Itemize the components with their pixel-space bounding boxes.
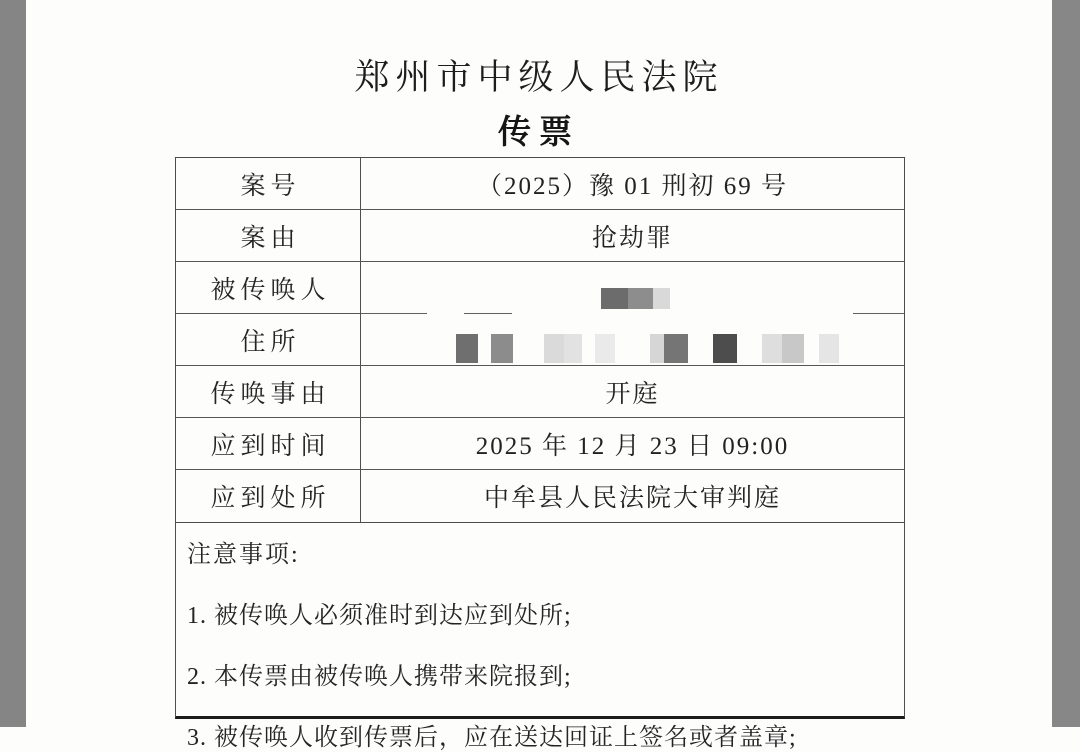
redaction-pixel-block — [628, 288, 653, 309]
table-row-appear-place — [176, 470, 904, 522]
redaction-pixel-block — [544, 334, 564, 363]
cause-value: 抢劫罪 — [591, 224, 673, 252]
note-item-1: 1. 被传唤人必须准时到达应到处所; — [187, 603, 572, 629]
notes-section — [175, 522, 905, 751]
redaction-pixel-block — [564, 334, 582, 363]
redaction-pixel-block — [456, 334, 478, 363]
redaction-pixel-block — [664, 334, 688, 363]
redaction-pixel-block — [595, 334, 615, 363]
appear-place-value: 中牟县人民法院大审判庭 — [483, 485, 781, 512]
row-label: 应到时间 — [176, 418, 361, 469]
table-row-summons-reason — [176, 366, 904, 418]
redacted-address-mosaic — [456, 334, 839, 363]
note-item-2: 2. 本传票由被传唤人携带来院报到; — [187, 664, 572, 690]
table-row-case-number — [176, 158, 904, 210]
row-label: 案号 — [176, 158, 361, 209]
redaction-pixel-block — [782, 334, 804, 363]
summons-reason-value: 开庭 — [605, 380, 660, 408]
table-row-appear-time — [176, 418, 904, 470]
table-row-summoned-person — [176, 262, 904, 314]
redaction-pixel-block — [653, 288, 670, 309]
row-label: 传唤事由 — [176, 366, 361, 417]
document-type-title: 传票 — [498, 115, 580, 151]
appear-time-value: 2025 年 12 月 23 日 09:00 — [475, 432, 790, 460]
redaction-pixel-block — [713, 334, 737, 363]
summons-table — [175, 157, 905, 523]
right-margin-bar — [1052, 0, 1080, 727]
redaction-pixel-block — [819, 334, 839, 363]
redaction-pixel-block — [601, 288, 628, 309]
row-label: 住所 — [176, 314, 361, 365]
redaction-pixel-block — [762, 334, 782, 363]
summons-paper — [26, 0, 1052, 751]
note-item-3: 3. 被传唤人收到传票后，应在送达回证上签名或者盖章; — [187, 725, 797, 751]
row-label: 被传唤人 — [176, 262, 361, 314]
row-label: 应到处所 — [176, 470, 361, 522]
case-number-value: （2025）豫 01 刑初 69 号 — [476, 172, 788, 200]
table-row-address — [176, 314, 904, 366]
row-label: 案由 — [176, 210, 361, 261]
redaction-pixel-block — [650, 334, 664, 363]
court-name-heading: 郑州市中级人民法院 — [354, 58, 724, 97]
address-value — [361, 314, 904, 365]
redacted-name-mosaic — [601, 288, 670, 309]
left-margin-bar — [0, 0, 26, 727]
notes-heading: 注意事项: — [187, 542, 300, 568]
summoned-person-value — [361, 262, 904, 313]
redaction-pixel-block — [491, 334, 513, 363]
table-row-cause — [176, 210, 904, 262]
